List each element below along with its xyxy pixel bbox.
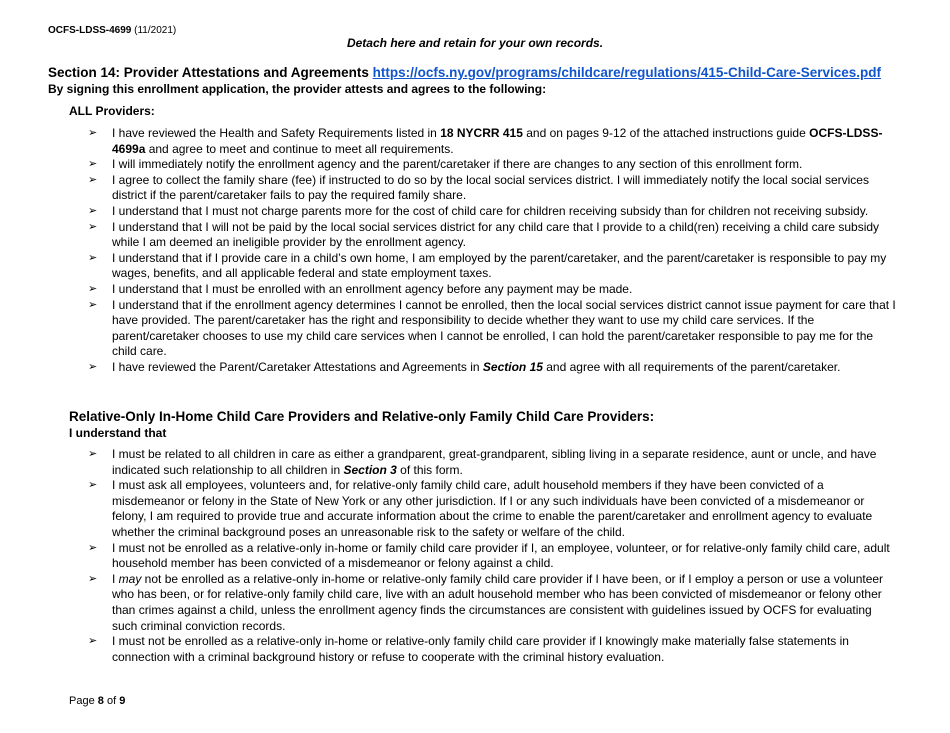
item-text: Section 15 bbox=[482, 359, 543, 374]
section-title-row bbox=[48, 65, 881, 80]
item-text: I have reviewed the Parent/Caretaker Attestations and Agreements in bbox=[112, 359, 483, 374]
list-item bbox=[88, 541, 898, 572]
list-item bbox=[88, 204, 898, 220]
relative-providers-list bbox=[88, 447, 898, 665]
arrow-bullet-icon: ➢ bbox=[88, 360, 98, 373]
item-text: and on pages 9-12 of the attached instructions guide bbox=[522, 126, 810, 140]
item-text: OCFS-LDSS-4699a bbox=[112, 126, 883, 156]
arrow-bullet-icon: ➢ bbox=[88, 479, 98, 492]
item-text: I understand that I will not be paid by the local social services district for any child care that I provide to a child(ren) receiving a child care subsidy while I am deemed an ineligible provider by the enrollment agency. bbox=[112, 219, 880, 250]
page-number bbox=[69, 695, 125, 707]
item-text: I have reviewed the Health and Safety Requirements listed in bbox=[112, 126, 441, 140]
list-item bbox=[88, 298, 898, 360]
item-text: and agree with all requirements of the parent/caretaker. bbox=[542, 359, 841, 374]
list-item bbox=[88, 447, 898, 478]
item-text: Section 3 bbox=[343, 462, 397, 477]
relative-providers-subheading: I understand that bbox=[69, 426, 167, 440]
item-text: I must ask all employees, volunteers and, for relative-only family child care, adult household members if they have been convicted of a misdemeanor or felony in the State of New York or any other jurisdiction. If I or any such individuals have been convicted of a misdemeanor or felony, I am required to provide true and accurate information about the crime to enable the parent/caretaker and enrollment agency to evaluate whether the criminal background poses an unreasonable risk to the safety or welfare of the child. bbox=[112, 478, 873, 539]
form-date: (11/2021) bbox=[134, 25, 177, 36]
arrow-bullet-icon: ➢ bbox=[88, 158, 98, 171]
item-text: I agree to collect the family share (fee) if instructed to do so by the local social services district. I will immediately notify the local social services district if the parent/caretaker fails to pay the required family share. bbox=[112, 172, 869, 203]
arrow-bullet-icon: ➢ bbox=[88, 127, 98, 139]
arrow-bullet-icon: ➢ bbox=[88, 635, 98, 648]
item-text: I must not be enrolled as a relative-only in-home or relative-only family child care provider if I knowingly make materially false statements in connection with a criminal background history or refuse to cooperate with the criminal history evaluation. bbox=[112, 634, 849, 664]
item-text: 18 NYCRR 415 bbox=[440, 126, 523, 140]
section-subtitle: By signing this enrollment application, the provider attests and agrees to the following: bbox=[48, 82, 547, 96]
page-total: 9 bbox=[119, 695, 126, 707]
arrow-bullet-icon: ➢ bbox=[88, 220, 98, 233]
list-item bbox=[88, 478, 898, 540]
list-item bbox=[88, 360, 898, 376]
list-item bbox=[88, 126, 898, 157]
form-code: OCFS-LDSS-4699 bbox=[48, 25, 132, 36]
arrow-bullet-icon: ➢ bbox=[88, 541, 98, 554]
arrow-bullet-icon: ➢ bbox=[88, 173, 98, 186]
page-current: 8 bbox=[97, 695, 104, 707]
item-text: and agree to meet and continue to meet all requirements. bbox=[145, 141, 454, 156]
list-item bbox=[88, 157, 898, 173]
item-text: I must not be enrolled as a relative-only in-home or family child care provider if I, an employee, volunteer, or for relative-only family child care, adult household member has been convicted of a misdemeanor or felony against a child. bbox=[112, 540, 890, 571]
item-text: I understand that if I provide care in a child’s own home, I am employed by the parent/caretaker, and the parent/caretaker is responsible to pay my wages, benefits, and all applicable federal and state employment taxes. bbox=[112, 250, 887, 281]
arrow-bullet-icon: ➢ bbox=[88, 572, 98, 585]
relative-providers-heading: Relative-Only In-Home Child Care Providers and Relative-only Family Child Care Providers: bbox=[69, 409, 655, 424]
section-title: Section 14: Provider Attestations and Agreements bbox=[48, 65, 369, 80]
item-text: I understand that I must be enrolled with an enrollment agency before any payment may be made. bbox=[112, 281, 633, 296]
arrow-bullet-icon: ➢ bbox=[88, 448, 98, 460]
detach-note: Detach here and retain for your own records. bbox=[346, 36, 604, 50]
item-text: I understand that if the enrollment agency determines I cannot be enrolled, then the local social services district cannot issue payment for care that I have provided. The parent/caretaker has the right and responsibility to decide whether they want to use my child care services. If the parent/caretaker chooses to use my child care services when I cannot be enrolled, I can hold the parent/caretaker responsible to pay me for the child care. bbox=[112, 297, 896, 359]
item-text: not be enrolled as a relative-only in-home or relative-only family child care provider if I have been, or if I employ a person or use a volunteer who has been, or for relative-only family child care, live with an adult household member who has been convicted of misdemeanor or felony other than crimes against a child, unless the enrollment agency finds the circumstances are consistent with guidelines issued by OCFS for evaluating such criminal conviction records. bbox=[112, 571, 884, 633]
list-item bbox=[88, 634, 898, 665]
arrow-bullet-icon: ➢ bbox=[88, 204, 98, 217]
list-item bbox=[88, 251, 898, 282]
form-identifier bbox=[48, 25, 176, 36]
item-text: I understand that I must not charge parents more for the cost of child care for children receiving subsidy than for children not receiving subsidy. bbox=[112, 203, 869, 218]
item-text: I bbox=[112, 571, 119, 586]
item-text: may bbox=[118, 571, 142, 586]
regulations-link[interactable]: https://ocfs.ny.gov/programs/childcare/regulations/415-Child-Care-Services.pdf bbox=[372, 65, 881, 80]
page-word: Page bbox=[69, 695, 95, 707]
arrow-bullet-icon: ➢ bbox=[88, 251, 98, 264]
item-text: I will immediately notify the enrollment agency and the parent/caretaker if there are changes to any section of this enrollment form. bbox=[112, 157, 803, 172]
list-item bbox=[88, 282, 898, 298]
all-providers-heading: ALL Providers: bbox=[69, 104, 155, 118]
list-item bbox=[88, 572, 898, 634]
arrow-bullet-icon: ➢ bbox=[88, 282, 98, 295]
all-providers-list bbox=[88, 126, 898, 376]
item-text: of this form. bbox=[396, 462, 463, 477]
item-text: I must be related to all children in care as either a grandparent, great-grandparent, sibling living in a separate residence, aunt or uncle, and have indicated such relationship to all children in bbox=[112, 447, 877, 477]
list-item bbox=[88, 220, 898, 251]
list-item bbox=[88, 173, 898, 204]
arrow-bullet-icon: ➢ bbox=[88, 298, 98, 311]
of-word: of bbox=[106, 695, 117, 707]
